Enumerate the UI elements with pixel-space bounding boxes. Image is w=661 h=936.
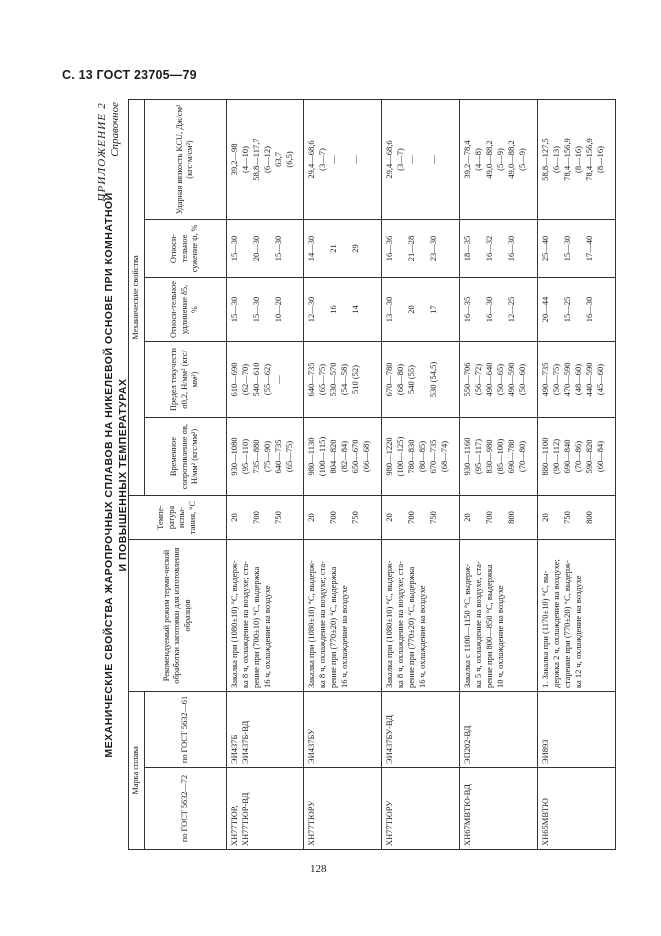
cell-line: Закалка с 1100—1150 °С, выдерж-: [462, 563, 473, 688]
cell-line: (55—62): [261, 363, 272, 396]
grade-gost-b-cell: [538, 692, 616, 768]
cell-line: 15—30: [250, 296, 261, 323]
cell-line: 15—30: [228, 296, 239, 323]
cell-line: 10—20: [272, 296, 283, 323]
cell-line: 610—690: [228, 362, 239, 397]
cell-line: рение при (700±10) °С, выдержка: [250, 566, 261, 688]
grade-gost-a-cell: [538, 768, 616, 850]
cell-line: 16: [328, 305, 339, 314]
cell-line: ЭИ437БУ-ВД: [384, 714, 395, 764]
cell-line: ка 12 ч, охлаждение на воздухе: [573, 575, 584, 688]
cell-line: [395, 223, 406, 274]
appendix-title: ПРИЛОЖЕНИЕ 2: [96, 102, 108, 202]
cell-line: 20: [228, 513, 239, 522]
yield-cell: [538, 342, 616, 418]
cell-line: [284, 281, 295, 338]
cell-line: 490—590: [506, 362, 517, 397]
tensile-cell: [304, 418, 382, 496]
cell-line: 20: [462, 513, 473, 522]
cell-line: 16—32: [484, 235, 495, 262]
cell-line: 15—25: [562, 296, 573, 323]
cell-line: 29: [350, 244, 361, 253]
cell-line: [361, 345, 372, 414]
cell-line: Закалка при (1080±10) °С, выдерж-: [384, 560, 395, 688]
cell-line: [473, 223, 484, 274]
grade-gost-a-cell: [226, 768, 304, 850]
cell-line: 690—840: [562, 439, 573, 474]
tensile-header: Временное сопротивление σв, Н/мм² (кгс/мм²): [144, 418, 226, 496]
grade-gost-b-header: по ГОСТ 5632—61: [144, 692, 226, 768]
caption-line-2: И ПОВЫШЕННЫХ ТЕМПЕРАТУРАХ: [117, 378, 129, 572]
cell-line: [495, 281, 506, 338]
cell-line: [417, 345, 428, 414]
cell-line: 640—735: [306, 362, 317, 397]
cell-line: ЭИ893: [540, 739, 551, 764]
cell-line: [317, 281, 328, 338]
cell-line: 25—40: [540, 235, 551, 262]
cell-line: 14—30: [306, 235, 317, 262]
cell-line: ка 8 ч, охлаждение на воздухе; ста-: [317, 561, 328, 688]
cell-line: 930—1080: [228, 437, 239, 476]
cell-line: 58,8—117,7: [250, 138, 261, 181]
cell-line: (66—68): [361, 440, 372, 473]
elongation-cell: [382, 278, 460, 342]
cell-line: 830—980: [484, 439, 495, 474]
impact-cell: [538, 99, 616, 219]
cell-line: ХН67МВТЮ-ВД: [462, 784, 473, 846]
impact-cell: [382, 99, 460, 219]
cell-line: [240, 499, 251, 536]
treatment-cell: [460, 540, 538, 692]
cell-line: ка 5 ч, охлаждение на воздухе, ста-: [473, 561, 484, 688]
cell-line: 700: [406, 511, 417, 524]
reduction-header: Относи-тельное сужение ψ, %: [144, 220, 226, 278]
cell-line: (54—58): [339, 363, 350, 396]
rotated-table-area: [96, 100, 616, 850]
cell-line: 800: [584, 511, 595, 524]
cell-line: [395, 499, 406, 536]
cell-line: 640—735: [272, 439, 283, 474]
cell-line: (48—60): [573, 363, 584, 396]
cell-line: ка 8 ч, охлаждение на воздухе; ста-: [395, 561, 406, 688]
page-header: С. 13 ГОСТ 23705—79: [62, 68, 197, 82]
treatment-cell: [538, 540, 616, 692]
cell-line: 20: [384, 513, 395, 522]
cell-line: 470—590: [562, 362, 573, 397]
temperature-cell: [460, 496, 538, 540]
cell-line: ХН77ТЮРУ: [384, 800, 395, 846]
cell-line: 20: [306, 513, 317, 522]
cell-line: (45—60): [595, 363, 606, 396]
impact-header: Ударная вязкость KCU, Дж/см² (кгс·м/см²): [144, 99, 226, 219]
cell-line: 15—30: [228, 235, 239, 262]
cell-line: 39,2—78,4: [462, 140, 473, 179]
cell-line: 39,2—98: [228, 143, 239, 176]
cell-line: (50—60): [517, 363, 528, 396]
cell-line: [551, 499, 562, 536]
cell-line: 16—36: [384, 235, 395, 262]
cell-line: 20—44: [540, 296, 551, 323]
tensile-cell: [460, 418, 538, 496]
cell-line: [317, 223, 328, 274]
treatment-cell: [226, 540, 304, 692]
cell-line: 750: [350, 511, 361, 524]
cell-line: [240, 281, 251, 338]
cell-line: ХН77ТЮР,: [228, 805, 239, 846]
cell-line: (4—10): [239, 146, 250, 173]
cell-line: 63,7: [272, 152, 283, 167]
cell-line: 16 ч, охлаждение на воздухе: [261, 585, 272, 688]
cell-line: [551, 281, 562, 338]
appendix-subtitle: Справочное: [109, 102, 121, 157]
cell-line: [495, 223, 506, 274]
cell-line: [439, 345, 450, 414]
cell-line: [551, 223, 562, 274]
cell-line: 12—25: [506, 296, 517, 323]
cell-line: [573, 223, 584, 274]
cell-line: 12—30: [306, 296, 317, 323]
grade-group-header: Марка сплава: [129, 692, 145, 850]
cell-line: рение при (770±20) °С, выдержка: [406, 566, 417, 688]
cell-line: 10 ч, охлаждение на воздухе: [495, 585, 506, 688]
grade-gost-a-cell: [460, 768, 538, 850]
grade-gost-a-cell: [304, 768, 382, 850]
temperature-cell: [382, 496, 460, 540]
cell-line: [595, 223, 606, 274]
cell-line: [517, 223, 528, 274]
cell-line: (4—8): [473, 148, 484, 171]
cell-line: [417, 281, 428, 338]
cell-line: держка 2 ч, охлаждение на воздухе;: [551, 559, 562, 688]
cell-line: 440—590: [584, 362, 595, 397]
cell-line: [361, 281, 372, 338]
cell-line: (6—13): [551, 146, 562, 173]
cell-line: [339, 223, 350, 274]
cell-line: 590—820: [584, 439, 595, 474]
cell-line: (6,5): [283, 151, 294, 168]
yield-cell: [304, 342, 382, 418]
cell-line: [573, 281, 584, 338]
cell-line: (50—75): [551, 363, 562, 396]
cell-line: 78,4—156,9: [562, 138, 573, 181]
cell-line: (75—90): [261, 440, 272, 473]
cell-line: 750: [562, 511, 573, 524]
temperature-header: Темпе-ратура испы-тания, °С: [129, 496, 227, 540]
cell-line: (65—75): [317, 363, 328, 396]
cell-line: 49,0—88,2: [506, 140, 517, 179]
cell-line: 750: [428, 511, 439, 524]
cell-line: 780—830: [406, 439, 417, 474]
cell-line: [262, 281, 273, 338]
yield-cell: [460, 342, 538, 418]
table-row: [226, 99, 304, 849]
grade-gost-b-cell: [226, 692, 304, 768]
cell-line: [439, 103, 450, 216]
cell-line: 16 ч, охлаждение на воздухе: [339, 585, 350, 688]
cell-line: [417, 223, 428, 274]
cell-line: —: [328, 155, 339, 164]
reduction-cell: [304, 220, 382, 278]
grade-gost-a-header: по ГОСТ 5632—72: [144, 768, 226, 850]
cell-line: 700: [484, 511, 495, 524]
cell-line: 1. Закалка при (1170±10) °С, вы-: [540, 570, 551, 688]
cell-line: (56—72): [473, 363, 484, 396]
cell-line: [339, 281, 350, 338]
impact-cell: [226, 99, 304, 219]
cell-line: 510 (52): [350, 364, 361, 395]
cell-line: 490—640: [484, 362, 495, 397]
yield-cell: [226, 342, 304, 418]
cell-line: (65—75): [283, 440, 294, 473]
cell-line: (8—16): [573, 146, 584, 173]
cell-line: 20: [540, 513, 551, 522]
cell-line: 16 ч, охлаждение на воздухе: [417, 585, 428, 688]
cell-line: (68—74): [439, 440, 450, 473]
table-row: [304, 99, 382, 849]
cell-line: 16—30: [484, 296, 495, 323]
cell-line: (5—9): [517, 148, 528, 171]
cell-line: 78,4—156,9: [584, 138, 595, 181]
cell-line: (80—85): [417, 440, 428, 473]
cell-line: ЭП202-ВД: [462, 725, 473, 764]
elongation-cell: [460, 278, 538, 342]
page-number: 128: [310, 863, 327, 875]
cell-line: [395, 281, 406, 338]
cell-line: 540—610: [250, 362, 261, 397]
tensile-cell: [382, 418, 460, 496]
cell-line: ХН77ТЮР-ВД: [239, 792, 250, 846]
yield-cell: [382, 342, 460, 418]
cell-line: Закалка при (1080±10) °С, выдерж-: [228, 560, 239, 688]
cell-line: 16—35: [462, 296, 473, 323]
cell-line: [262, 223, 273, 274]
cell-line: [417, 103, 428, 216]
cell-line: 16—30: [584, 296, 595, 323]
cell-line: 490—735: [540, 362, 551, 397]
cell-line: [517, 281, 528, 338]
cell-line: [284, 223, 295, 274]
reduction-cell: [460, 220, 538, 278]
cell-line: (3—7): [395, 148, 406, 171]
cell-line: [339, 103, 350, 216]
tensile-cell: [538, 418, 616, 496]
cell-line: 18—35: [462, 235, 473, 262]
cell-line: [473, 281, 484, 338]
treatment-header: Рекомендуемый режим терми-ческой обработки заготовки для изготовления образцов: [129, 540, 227, 692]
cell-line: [361, 223, 372, 274]
grade-gost-b-cell: [382, 692, 460, 768]
elongation-header: Относи-тельное удлинение δ5, %: [144, 278, 226, 342]
cell-line: [317, 499, 328, 536]
cell-line: ХН77ТЮРУ: [306, 800, 317, 846]
cell-line: (100—115): [317, 436, 328, 477]
cell-line: (6—12): [261, 146, 272, 173]
cell-line: 17—40: [584, 235, 595, 262]
cell-line: (60—84): [595, 440, 606, 473]
table-row: [538, 99, 616, 849]
cell-line: 16—30: [506, 235, 517, 262]
cell-line: (62—70): [239, 363, 250, 396]
cell-line: 700: [250, 511, 261, 524]
cell-line: [339, 499, 350, 536]
cell-line: ЭИ437Б: [228, 734, 239, 764]
cell-line: ЭИ437БУ: [306, 728, 317, 764]
cell-line: 530 (54,5): [428, 361, 439, 398]
cell-line: старение при (770±20) °С, выдерж-: [562, 560, 573, 688]
grade-gost-b-cell: [460, 692, 538, 768]
cell-line: —: [350, 155, 361, 164]
cell-line: 15—30: [272, 235, 283, 262]
cell-line: ХН65МВТЮ: [540, 798, 551, 846]
cell-line: 29,4—68,6: [384, 140, 395, 179]
cell-line: Закалка при (1080±10) °С, выдерж-: [306, 560, 317, 688]
cell-line: 14: [350, 305, 361, 314]
cell-line: 21: [328, 244, 339, 253]
cell-line: 670—780: [384, 362, 395, 397]
cell-line: [284, 345, 295, 414]
cell-line: 29,4—68,6: [306, 140, 317, 179]
cell-line: 980—1130: [306, 437, 317, 476]
cell-line: (100—125): [395, 436, 406, 477]
cell-line: —: [272, 375, 283, 384]
cell-line: (8—16): [595, 146, 606, 173]
cell-line: 20—30: [250, 235, 261, 262]
reduction-cell: [538, 220, 616, 278]
cell-line: 650—670: [350, 439, 361, 474]
cell-line: [439, 281, 450, 338]
cell-line: 980—1220: [384, 437, 395, 476]
treatment-cell: [382, 540, 460, 692]
cell-line: 17: [428, 305, 439, 314]
table-caption: [102, 100, 130, 850]
cell-line: рение при 800—850 °С, выдержка: [484, 564, 495, 688]
temperature-cell: [304, 496, 382, 540]
cell-line: 58,8—127,5: [540, 138, 551, 181]
tensile-cell: [226, 418, 304, 496]
cell-line: (3—7): [317, 148, 328, 171]
table-row: [382, 99, 460, 849]
cell-line: 550—706: [462, 362, 473, 397]
cell-line: 690—780: [506, 439, 517, 474]
cell-line: 750: [272, 511, 283, 524]
cell-line: [417, 499, 428, 536]
grade-gost-a-cell: [382, 768, 460, 850]
cell-line: —: [428, 155, 439, 164]
cell-line: 530—570: [328, 362, 339, 397]
cell-line: [473, 499, 484, 536]
cell-line: (70—80): [517, 440, 528, 473]
cell-line: —: [406, 155, 417, 164]
cell-line: (70—86): [573, 440, 584, 473]
cell-line: 804—820: [328, 439, 339, 474]
reduction-cell: [226, 220, 304, 278]
cell-line: ка 8 ч, охлаждение на воздухе; ста-: [239, 561, 250, 688]
cell-line: [262, 499, 273, 536]
cell-line: [240, 223, 251, 274]
cell-line: 670—735: [428, 439, 439, 474]
cell-line: 13—30: [384, 296, 395, 323]
cell-line: (5—9): [495, 148, 506, 171]
cell-line: 700: [328, 511, 339, 524]
mechanical-properties-table: [128, 99, 616, 850]
cell-line: 540 (55): [406, 364, 417, 395]
cell-line: (50—65): [495, 363, 506, 396]
cell-line: [573, 499, 584, 536]
cell-line: 930—1160: [462, 437, 473, 476]
grade-gost-b-cell: [304, 692, 382, 768]
temperature-cell: [538, 496, 616, 540]
cell-line: (90—112): [551, 438, 562, 475]
impact-cell: [304, 99, 382, 219]
table-row: [460, 99, 538, 849]
cell-line: (85—100): [495, 438, 506, 475]
impact-cell: [460, 99, 538, 219]
cell-line: [439, 223, 450, 274]
caption-line-1: МЕХАНИЧЕСКИЕ СВОЙСТВА ЖАРОПРОЧНЫХ СПЛАВОВ НА НИКЕЛЕВОЙ ОСНОВЕ ПРИ КОМНАТНОЙ: [103, 192, 115, 758]
cell-line: (82—84): [339, 440, 350, 473]
yield-header: Предел текучести σ0,2, Н/мм² (кгс/мм²): [144, 342, 226, 418]
cell-line: 20: [406, 305, 417, 314]
reduction-cell: [382, 220, 460, 278]
cell-line: 23—30: [428, 235, 439, 262]
cell-line: [595, 281, 606, 338]
cell-line: (68—80): [395, 363, 406, 396]
cell-line: 880—1100: [540, 437, 551, 476]
cell-line: 21—28: [406, 235, 417, 262]
temperature-cell: [226, 496, 304, 540]
elongation-cell: [304, 278, 382, 342]
elongation-cell: [226, 278, 304, 342]
treatment-cell: [304, 540, 382, 692]
cell-line: 735—880: [250, 439, 261, 474]
cell-line: 49,0—88,2: [484, 140, 495, 179]
cell-line: (95—110): [239, 438, 250, 475]
mech-properties-header: Механические свойства: [129, 99, 145, 495]
cell-line: рение при (770±20) °С, выдержка: [328, 566, 339, 688]
cell-line: [495, 499, 506, 536]
cell-line: 800: [506, 511, 517, 524]
cell-line: ЭИ437Б-ВД: [239, 720, 250, 764]
cell-line: [361, 103, 372, 216]
cell-line: (95—117): [473, 438, 484, 475]
elongation-cell: [538, 278, 616, 342]
cell-line: 15—30: [562, 235, 573, 262]
